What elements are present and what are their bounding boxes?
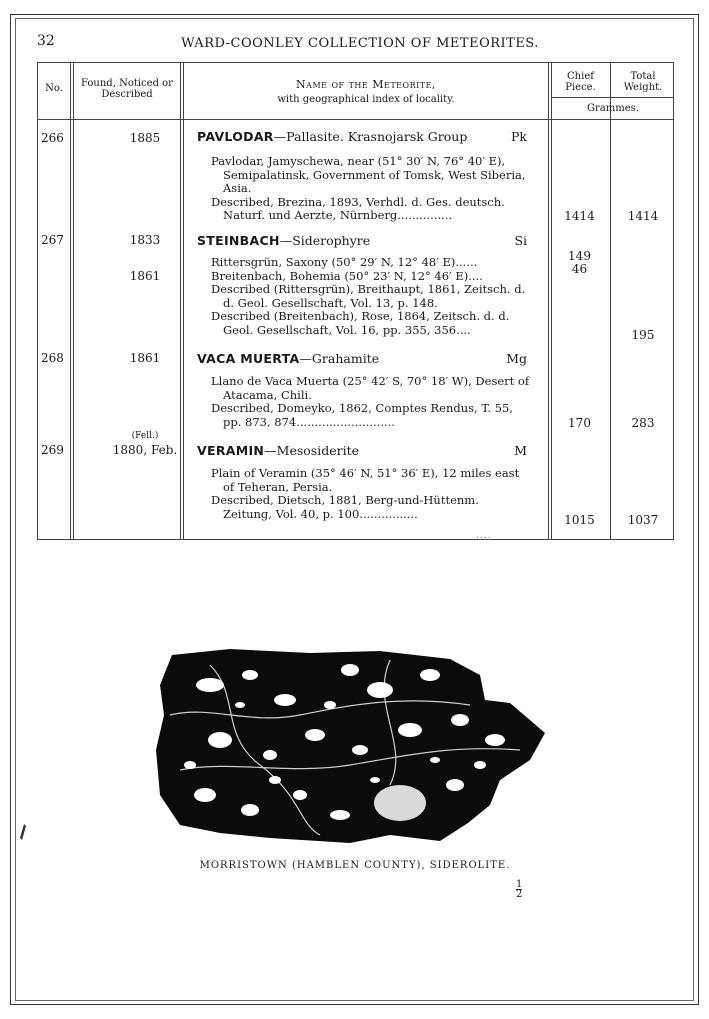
meteorite-type: —Mesosiderite: [264, 443, 360, 458]
row-number: 266: [41, 131, 64, 145]
meteorite-name: [197, 233, 527, 248]
chief-piece-weight: 149: [568, 249, 591, 263]
meteorite-name: [197, 129, 527, 144]
chief-piece-weight-secondary: 46: [571, 262, 588, 276]
row-year: 1861: [129, 351, 161, 365]
header-rule: [38, 119, 673, 120]
locality-text: Llano de Vaca Muerta (25° 42′ S, 70° 18′ W), Desert of Atacama, Chili.: [211, 374, 530, 402]
total-weight: 283: [631, 416, 655, 430]
scale-numerator: 1: [516, 879, 523, 890]
scale-denominator: 2: [516, 889, 523, 900]
header-total: Total Weight.: [623, 71, 663, 93]
meteorite-title: VACA MUERTA: [197, 351, 300, 366]
running-title: WARD-COONLEY COLLECTION OF METEORITES.: [181, 36, 539, 51]
header-name: Name of the Meteorite,: [296, 78, 436, 91]
plate-caption: MORRISTOWN (HAMBLEN COUNTY), SIDEROLITE.: [199, 860, 511, 871]
fell-note: (Fell.): [131, 431, 159, 441]
meteorite-title: VERAMIN: [197, 443, 265, 458]
meteorite-code: Pk: [511, 129, 527, 144]
row-description: [211, 155, 531, 223]
continuation-dots: ....: [476, 531, 492, 541]
meteorite-code: Si: [514, 233, 527, 248]
meteorite-name: [197, 443, 527, 458]
chief-piece-weight: 170: [568, 416, 591, 430]
total-weight: 1414: [627, 209, 659, 223]
row-description: [211, 256, 531, 337]
plate-scale: [516, 880, 522, 899]
reference-text: Described, Brezina, 1893, Verhdl. d. Ges. deutsch. Naturf. und Aerzte, Nürnberg...............: [211, 194, 505, 222]
page-number: 32: [37, 33, 55, 49]
row-number: 268: [41, 351, 64, 365]
row-number: 267: [41, 233, 64, 247]
row-year: 1833: [129, 233, 161, 247]
meteorite-name: [197, 351, 527, 366]
header-no: No.: [45, 83, 63, 94]
column-rule: [610, 63, 611, 539]
margin-mark: [20, 824, 26, 840]
meteorite-type: —Pallasite. Krasnojarsk Group: [273, 129, 468, 144]
header-chief: Chief Piece.: [565, 71, 596, 93]
meteorite-type: —Grahamite: [299, 351, 380, 366]
unit-rule: [551, 97, 673, 98]
locality-text: Pavlodar, Jamyschewa, near (51° 30′ N, 76° 40′ E), Semipalatinsk, Government of Tomsk, West Siberia, Asia.: [211, 154, 526, 195]
column-rule: [551, 63, 552, 539]
chief-piece-weight: 1015: [564, 513, 595, 527]
locality-text: Rittersgrün, Saxony (50° 29′ N, 12° 48′ E)......: [211, 255, 478, 269]
row-number: 269: [41, 443, 64, 457]
chief-piece-weight: 1414: [564, 209, 595, 223]
row-description: [211, 467, 531, 521]
row-description: [211, 375, 531, 429]
reference-text: Described (Breitenbach), Rose, 1864, Zeitsch. d. d. Geol. Gesellschaft, Vol. 16, pp. 355, 356....: [211, 309, 510, 337]
meteorite-title: PAVLODAR: [197, 129, 274, 144]
header-found: Found, Noticed or Described: [81, 78, 173, 100]
reference-text: Described (Rittersgrün), Breithaupt, 1861, Zeitsch. d. d. Geol. Gesellschaft, Vol. 13, p. 148.: [211, 282, 526, 310]
row-year-secondary: 1861: [129, 269, 161, 283]
meteorite-table: [37, 62, 674, 540]
locality-text: Breitenbach, Bohemia (50° 23′ N, 12° 46′ E)....: [211, 268, 483, 283]
header-name-sub: with geographical index of locality.: [277, 94, 455, 105]
meteorite-type: —Siderophyre: [279, 233, 371, 248]
meteorite-code: M: [514, 443, 527, 458]
reference-text: Described, Domeyko, 1862, Comptes Rendus, T. 55, pp. 873, 874...........................: [211, 401, 513, 429]
total-weight: 1037: [627, 513, 659, 527]
column-rule: [548, 63, 549, 539]
row-year: 1885: [129, 131, 161, 145]
header-unit: Grammes.: [587, 103, 639, 114]
locality-text: Plain of Veramin (35° 46′ N, 51° 36′ E), 12 miles east of Teheran, Persia.: [211, 466, 520, 494]
meteorite-title: STEINBACH: [197, 233, 280, 248]
meteorite-illustration: [150, 645, 550, 845]
column-rule: [70, 63, 71, 539]
total-weight: 195: [631, 328, 655, 342]
reference-text: Described, Dietsch, 1881, Berg-und-Hüttenm. Zeitung, Vol. 40, p. 100................: [211, 493, 479, 521]
column-rule: [73, 63, 74, 539]
row-year: 1880, Feb.: [112, 443, 178, 457]
meteorite-code: Mg: [506, 351, 527, 366]
